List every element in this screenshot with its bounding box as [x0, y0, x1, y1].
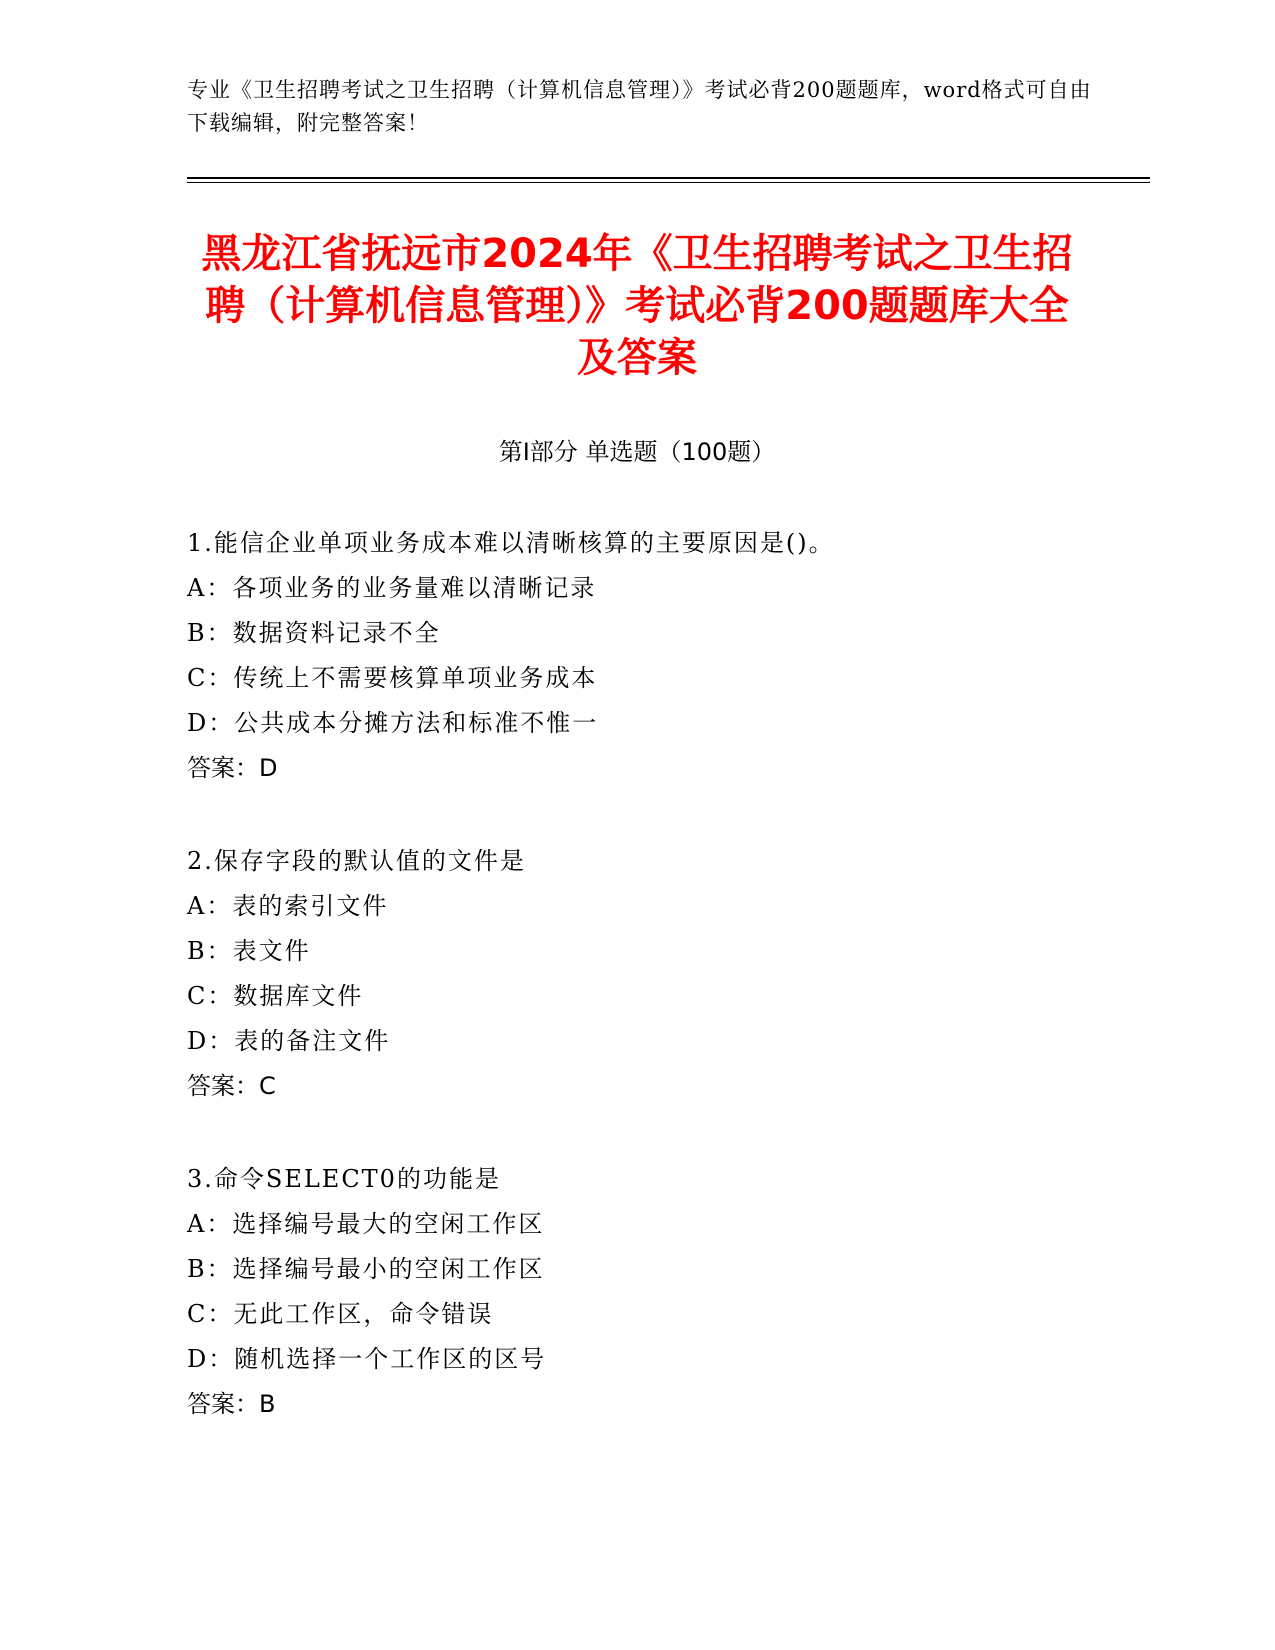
option-c: C：无此工作区，命令错误: [187, 1300, 494, 1328]
option-a: A：表的索引文件: [187, 892, 389, 920]
option-b: B：选择编号最小的空闲工作区: [187, 1255, 545, 1283]
option-c: C：数据库文件: [187, 982, 364, 1010]
option-c: C：传统上不需要核算单项业务成本: [187, 664, 598, 692]
option-a: A：各项业务的业务量难以清晰记录: [187, 574, 597, 602]
header-divider-thin: [187, 182, 1150, 183]
question-stem: 3.命令SELECT0的功能是: [187, 1165, 501, 1193]
answer-key: 答案：D: [187, 754, 278, 782]
option-d: D：表的备注文件: [187, 1027, 391, 1055]
option-a: A：选择编号最大的空闲工作区: [187, 1210, 545, 1238]
option-d: D：随机选择一个工作区的区号: [187, 1345, 547, 1373]
header-divider-thick: [187, 177, 1150, 179]
option-d: D：公共成本分摊方法和标准不惟一: [187, 709, 599, 737]
question-block: [187, 1157, 1087, 1427]
option-b: B：表文件: [187, 937, 311, 965]
answer-key: 答案：B: [187, 1390, 276, 1418]
question-stem: 1.能信企业单项业务成本难以清晰核算的主要原因是()。: [187, 529, 835, 557]
document-title: 黑龙江省抚远市2024年《卫生招聘考试之卫生招聘（计算机信息管理）》考试必背200题题库大全及答案: [201, 231, 1073, 381]
option-b: B：数据资料记录不全: [187, 619, 441, 647]
answer-key: 答案：C: [187, 1072, 276, 1100]
section-heading: 第Ⅰ部分 单选题（100题）: [498, 438, 776, 466]
question-block: [187, 521, 1087, 791]
header-note: 专业《卫生招聘考试之卫生招聘（计算机信息管理）》考试必背200题题库，word格式可自由下载编辑，附完整答案！: [187, 78, 1092, 135]
question-block: [187, 839, 1087, 1109]
question-stem: 2.保存字段的默认值的文件是: [187, 847, 526, 875]
